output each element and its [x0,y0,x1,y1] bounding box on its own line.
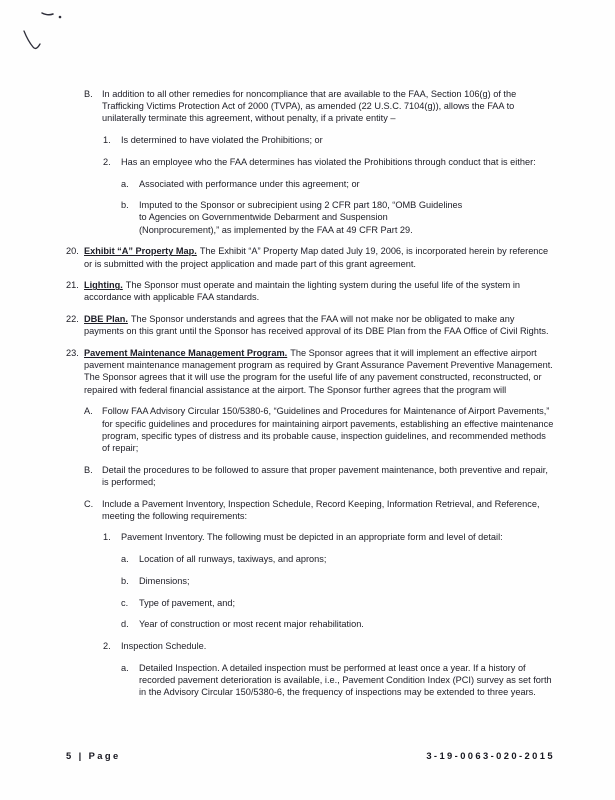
item-text [84,279,554,303]
list-item [66,553,554,565]
list-item [66,347,554,396]
item-text: Detailed Inspection. A detailed inspection must be performed at least once a year. If a history of recorded pavement deterioration is available, i.e., Pavement Condition Index (PCI) survey as set forth in the Advisory Circular 150/5380-6, the frequency of inspections may be extended to three years. [139,662,552,698]
item-label: 23. [66,348,79,359]
list-item [66,464,554,488]
list-item [66,279,554,303]
item-heading: Exhibit “A” Property Map. [84,246,197,257]
item-text: Type of pavement, and; [139,597,236,608]
grant-number: 3-19-0063-020-2015 [426,750,555,761]
item-text: Is determined to have violated the Prohibitions; or [121,135,323,146]
item-heading: DBE Plan. [84,314,128,325]
item-label: C. [84,498,94,509]
list-item [66,662,554,699]
list-item [66,199,554,236]
item-text: Location of all runways, taxiways, and aprons; [139,554,327,565]
item-text: Year of construction or most recent major rehabilitation. [139,619,364,630]
list-item [66,405,554,454]
item-label: a. [121,554,129,565]
item-label: d. [121,619,129,630]
item-label: 20. [66,246,79,257]
list-item [66,498,554,522]
item-text: Has an employee who the FAA determines has violated the Prohibitions through conduct that is either: [121,156,536,167]
item-heading: Pavement Maintenance Management Program. [84,348,288,359]
item-label: b. [121,200,129,211]
item-paragraph: The Sponsor agrees that it will implement an effective airport pavement maintenance management program as required by Grant Assurance Pavement Preventive Management. The Sponsor agrees that it will use the program for the useful life of any pavement constructed, reconstructed, or repaired with federal financial assistance at the airport. The Sponsor further agrees that the program will [84,348,553,395]
item-paragraph: The Sponsor must operate and maintain the lighting system during the useful life of the system in accordance with applicable FAA standards. [84,280,521,303]
page-number: 5 | Page [66,750,121,761]
list-item [66,313,554,337]
item-text: Imputed to the Sponsor or subrecipient using 2 CFR part 180, “OMB Guidelines to Agencies on Governmentwide Debarment and Suspension (Nonprocurement),” as implemented by the FAA at 49 CFR Part 29. [139,200,463,235]
list-item [66,245,554,269]
item-label: A. [84,406,93,417]
item-text: Follow FAA Advisory Circular 150/5380-6, “Guidelines and Procedures for Maintenance of Airport Pavements,” for specific guidelines and procedures for maintaining airport pavements, establishing an effective maintenance program, specific types of distress and its probable cause, inspection guidelines, and recommended methods of repair; [102,406,554,453]
item-label: B. [84,89,93,99]
item-text [84,313,554,337]
item-text [84,245,554,269]
list-item [66,640,554,652]
list-item [66,156,554,168]
item-text: Associated with performance under this agreement; or [139,178,360,189]
item-label: 21. [66,280,79,291]
list-item [66,575,554,587]
item-text: Dimensions; [139,575,190,586]
handwritten-pen-marks [12,4,82,64]
item-label: B. [84,464,93,475]
item-label: 2. [103,156,111,167]
list-item [66,597,554,609]
item-label: a. [121,662,129,673]
item-text: Detail the procedures to be followed to assure that proper pavement maintenance, both preventive and repair, is performed; [102,464,548,487]
item-label: a. [121,178,129,189]
item-label: 1. [103,135,111,146]
item-text: Inspection Schedule. [121,641,207,651]
list-item [66,88,554,125]
document-body [66,88,554,708]
page-footer [66,750,555,762]
item-text: Pavement Inventory. The following must be depicted in an appropriate form and level of detail: [121,532,503,543]
item-text: Include a Pavement Inventory, Inspection Schedule, Record Keeping, Information Retrieval, and Reference, meeting the following requirements: [102,498,540,521]
item-label: 1. [103,532,111,543]
list-item [66,618,554,630]
item-label: 2. [103,641,111,651]
item-paragraph: The Sponsor understands and agrees that the FAA will not make nor be obligated to make any payments on this grant until the Sponsor has received approval of its DBE Plan from the FAA Office of Civil Rights. [84,314,549,337]
item-paragraph: The Exhibit “A” Property Map dated July 19, 2006, is incorporated herein by reference or is submitted with the project application and made part of this grant agreement. [84,246,549,269]
item-label: 22. [66,314,79,325]
item-text: In addition to all other remedies for noncompliance that are available to the FAA, Section 106(g) of the Trafficking Victims Protection Act of 2000 (TVPA), as amended (22 U.S.C. 7104(g)), allows the FAA to unilaterally terminate this agreement, without penalty, if a private entity – [102,89,517,124]
list-item [66,134,554,146]
item-text [84,347,554,396]
list-item [66,531,554,543]
list-item [66,178,554,190]
item-label: c. [121,597,129,608]
item-label: b. [121,575,129,586]
item-heading: Lighting. [84,280,123,291]
